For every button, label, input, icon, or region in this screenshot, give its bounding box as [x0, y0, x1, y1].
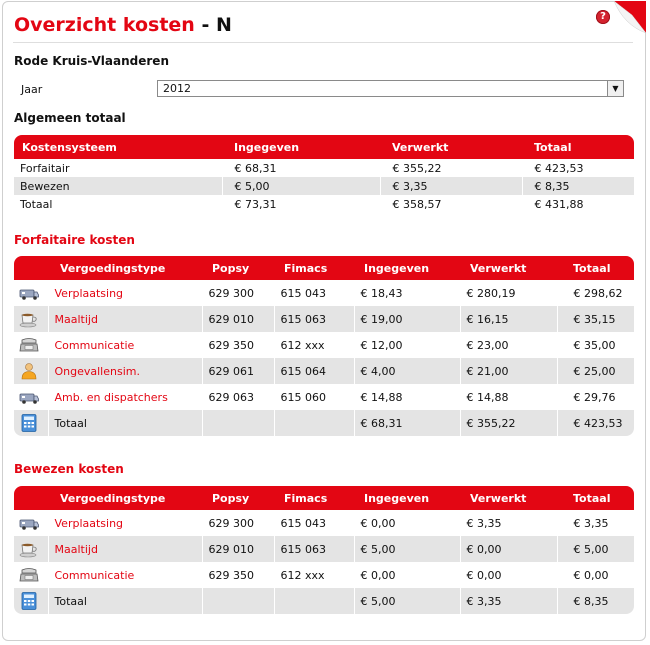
ambulance-icon — [18, 516, 40, 529]
table-cell: € 5,00 — [222, 177, 380, 195]
ingegeven-cell: € 5,00 — [354, 588, 460, 614]
vergoedingstype-link[interactable]: Ongevallensim. — [54, 364, 140, 378]
ingegeven-cell: € 12,00 — [354, 332, 460, 358]
row-icon-cell — [14, 410, 48, 436]
ingegeven-cell: € 18,43 — [354, 280, 460, 306]
col-header: Verwerkt — [460, 256, 557, 280]
phone-icon — [18, 338, 40, 351]
fimacs-cell: 615 043 — [274, 280, 354, 306]
popsy-cell: 629 300 — [202, 280, 274, 306]
popsy-cell: 629 300 — [202, 510, 274, 536]
vergoedingstype-link[interactable]: Verplaatsing — [54, 286, 124, 300]
coffee-cup-icon — [18, 542, 40, 555]
popsy-cell: 629 010 — [202, 536, 274, 562]
col-header: Popsy — [202, 256, 274, 280]
popsy-cell — [202, 410, 274, 436]
ingegeven-cell: € 4,00 — [354, 358, 460, 384]
popsy-cell: 629 061 — [202, 358, 274, 384]
type-cell — [48, 280, 202, 306]
totaal-cell: € 298,62 — [573, 286, 623, 300]
verwerkt-cell: € 3,35 — [460, 588, 557, 614]
year-select[interactable] — [157, 80, 624, 97]
ambulance-icon — [18, 286, 40, 299]
forfaitaire-title: Forfaitaire kosten — [14, 233, 135, 247]
forfaitaire-table — [14, 256, 634, 436]
ingegeven-cell: € 5,00 — [354, 536, 460, 562]
type-cell — [48, 510, 202, 536]
table-row — [14, 332, 634, 358]
popsy-cell: 629 350 — [202, 332, 274, 358]
page-curl-icon — [614, 1, 646, 33]
ingegeven-cell: € 19,00 — [354, 306, 460, 332]
totaal-cell: € 5,00 — [557, 536, 634, 562]
type-cell — [48, 306, 202, 332]
page-title-main: Overzicht kosten — [14, 14, 195, 36]
verwerkt-cell: € 3,35 — [460, 510, 557, 536]
col-header: Ingegeven — [354, 486, 460, 510]
fimacs-cell: 615 064 — [274, 358, 354, 384]
table-row — [14, 280, 634, 306]
year-select-value: 2012 — [163, 82, 191, 95]
totaal-cell: € 29,76 — [573, 390, 616, 404]
header-divider — [13, 42, 633, 43]
vergoedingstype-link[interactable]: Verplaatsing — [54, 516, 124, 530]
fimacs-cell — [274, 410, 354, 436]
col-header: Popsy — [202, 486, 274, 510]
col-header: Vergoedingstype — [48, 256, 202, 280]
table-cell: € 68,31 — [222, 159, 380, 177]
calculator-icon — [18, 594, 40, 607]
year-label: Jaar — [21, 83, 43, 96]
table-row — [14, 306, 634, 332]
table-cell: € 358,57 — [380, 195, 522, 213]
table-row — [14, 159, 634, 177]
verwerkt-cell: € 280,19 — [460, 280, 557, 306]
table-cell: € 431,88 — [534, 197, 584, 211]
type-cell — [48, 358, 202, 384]
totaal-cell: € 0,00 — [573, 568, 609, 582]
col-header: Verwerkt — [380, 135, 522, 159]
ambulance-icon — [18, 390, 40, 403]
col-header: Ingegeven — [354, 256, 460, 280]
row-icon-cell — [14, 536, 48, 562]
algemeen-title: Algemeen totaal — [14, 111, 126, 125]
verwerkt-cell: € 0,00 — [460, 536, 557, 562]
popsy-cell: 629 010 — [202, 306, 274, 332]
coffee-cup-icon — [18, 312, 40, 325]
person-icon — [18, 364, 40, 377]
verwerkt-cell: € 14,88 — [460, 384, 557, 410]
fimacs-cell: 615 063 — [274, 536, 354, 562]
col-header: Ingegeven — [222, 135, 380, 159]
chevron-down-icon[interactable]: ▼ — [607, 81, 623, 96]
vergoedingstype-link[interactable]: Maaltijd — [54, 312, 98, 326]
total-label: Totaal — [48, 588, 202, 614]
col-header: Totaal — [557, 256, 634, 280]
col-header: Fimacs — [274, 486, 354, 510]
bewezen-title: Bewezen kosten — [14, 462, 124, 476]
totaal-cell: € 35,00 — [573, 338, 616, 352]
fimacs-cell: 615 063 — [274, 306, 354, 332]
row-icon-cell — [14, 510, 48, 536]
fimacs-cell — [274, 588, 354, 614]
verwerkt-cell: € 355,22 — [460, 410, 557, 436]
table-row — [14, 384, 634, 410]
page-title-suffix: - N — [194, 14, 232, 36]
table-row — [14, 510, 634, 536]
popsy-cell: 629 063 — [202, 384, 274, 410]
table-row — [14, 195, 634, 213]
row-icon-cell — [14, 384, 48, 410]
verwerkt-cell: € 16,15 — [460, 306, 557, 332]
table-cell: € 73,31 — [222, 195, 380, 213]
ingegeven-cell: € 0,00 — [354, 562, 460, 588]
page-title — [14, 14, 232, 36]
bewezen-table — [14, 486, 634, 614]
vergoedingstype-link[interactable]: Amb. en dispatchers — [54, 390, 168, 404]
table-cell: Forfaitair — [14, 159, 222, 177]
fimacs-cell: 615 043 — [274, 510, 354, 536]
totaal-cell: € 35,15 — [557, 306, 634, 332]
table-cell: Totaal — [14, 195, 222, 213]
col-header — [14, 486, 48, 510]
row-icon-cell — [14, 332, 48, 358]
table-cell: € 423,53 — [534, 161, 584, 175]
type-cell — [48, 562, 202, 588]
type-cell — [48, 536, 202, 562]
table-row — [14, 536, 634, 562]
vergoedingstype-link[interactable]: Communicatie — [54, 338, 135, 352]
verwerkt-cell: € 0,00 — [460, 562, 557, 588]
table-cell: € 3,35 — [380, 177, 522, 195]
row-icon-cell — [14, 562, 48, 588]
vergoedingstype-link[interactable]: Communicatie — [54, 568, 135, 582]
verwerkt-cell: € 21,00 — [460, 358, 557, 384]
totaal-cell: € 3,35 — [573, 516, 609, 530]
total-label: Totaal — [48, 410, 202, 436]
total-row — [14, 410, 634, 436]
organisation-name: Rode Kruis-Vlaanderen — [14, 54, 169, 68]
ingegeven-cell: € 0,00 — [354, 510, 460, 536]
table-row — [14, 177, 634, 195]
fimacs-cell: 612 xxx — [274, 332, 354, 358]
table-row — [14, 358, 634, 384]
calculator-icon — [18, 416, 40, 429]
table-cell: € 355,22 — [380, 159, 522, 177]
totaal-cell: € 8,35 — [557, 588, 634, 614]
totaal-cell: € 423,53 — [557, 410, 634, 436]
vergoedingstype-link[interactable]: Maaltijd — [54, 542, 98, 556]
ingegeven-cell: € 14,88 — [354, 384, 460, 410]
popsy-cell: 629 350 — [202, 562, 274, 588]
row-icon-cell — [14, 280, 48, 306]
total-row — [14, 588, 634, 614]
col-header: Verwerkt — [460, 486, 557, 510]
phone-icon — [18, 568, 40, 581]
table-cell: € 8,35 — [522, 177, 634, 195]
col-header: Totaal — [557, 486, 634, 510]
row-icon-cell — [14, 358, 48, 384]
col-header: Vergoedingstype — [48, 486, 202, 510]
fimacs-cell: 612 xxx — [274, 562, 354, 588]
fimacs-cell: 615 060 — [274, 384, 354, 410]
col-header: Fimacs — [274, 256, 354, 280]
algemeen-table — [14, 135, 634, 213]
col-header: Kostensysteem — [14, 135, 222, 159]
totaal-cell: € 25,00 — [557, 358, 634, 384]
type-cell — [48, 384, 202, 410]
ingegeven-cell: € 68,31 — [354, 410, 460, 436]
help-icon[interactable]: ? — [596, 10, 610, 24]
table-row — [14, 562, 634, 588]
type-cell — [48, 332, 202, 358]
row-icon-cell — [14, 306, 48, 332]
popsy-cell — [202, 588, 274, 614]
col-header — [14, 256, 48, 280]
row-icon-cell — [14, 588, 48, 614]
col-header: Totaal — [522, 135, 634, 159]
table-cell: Bewezen — [14, 177, 222, 195]
verwerkt-cell: € 23,00 — [460, 332, 557, 358]
